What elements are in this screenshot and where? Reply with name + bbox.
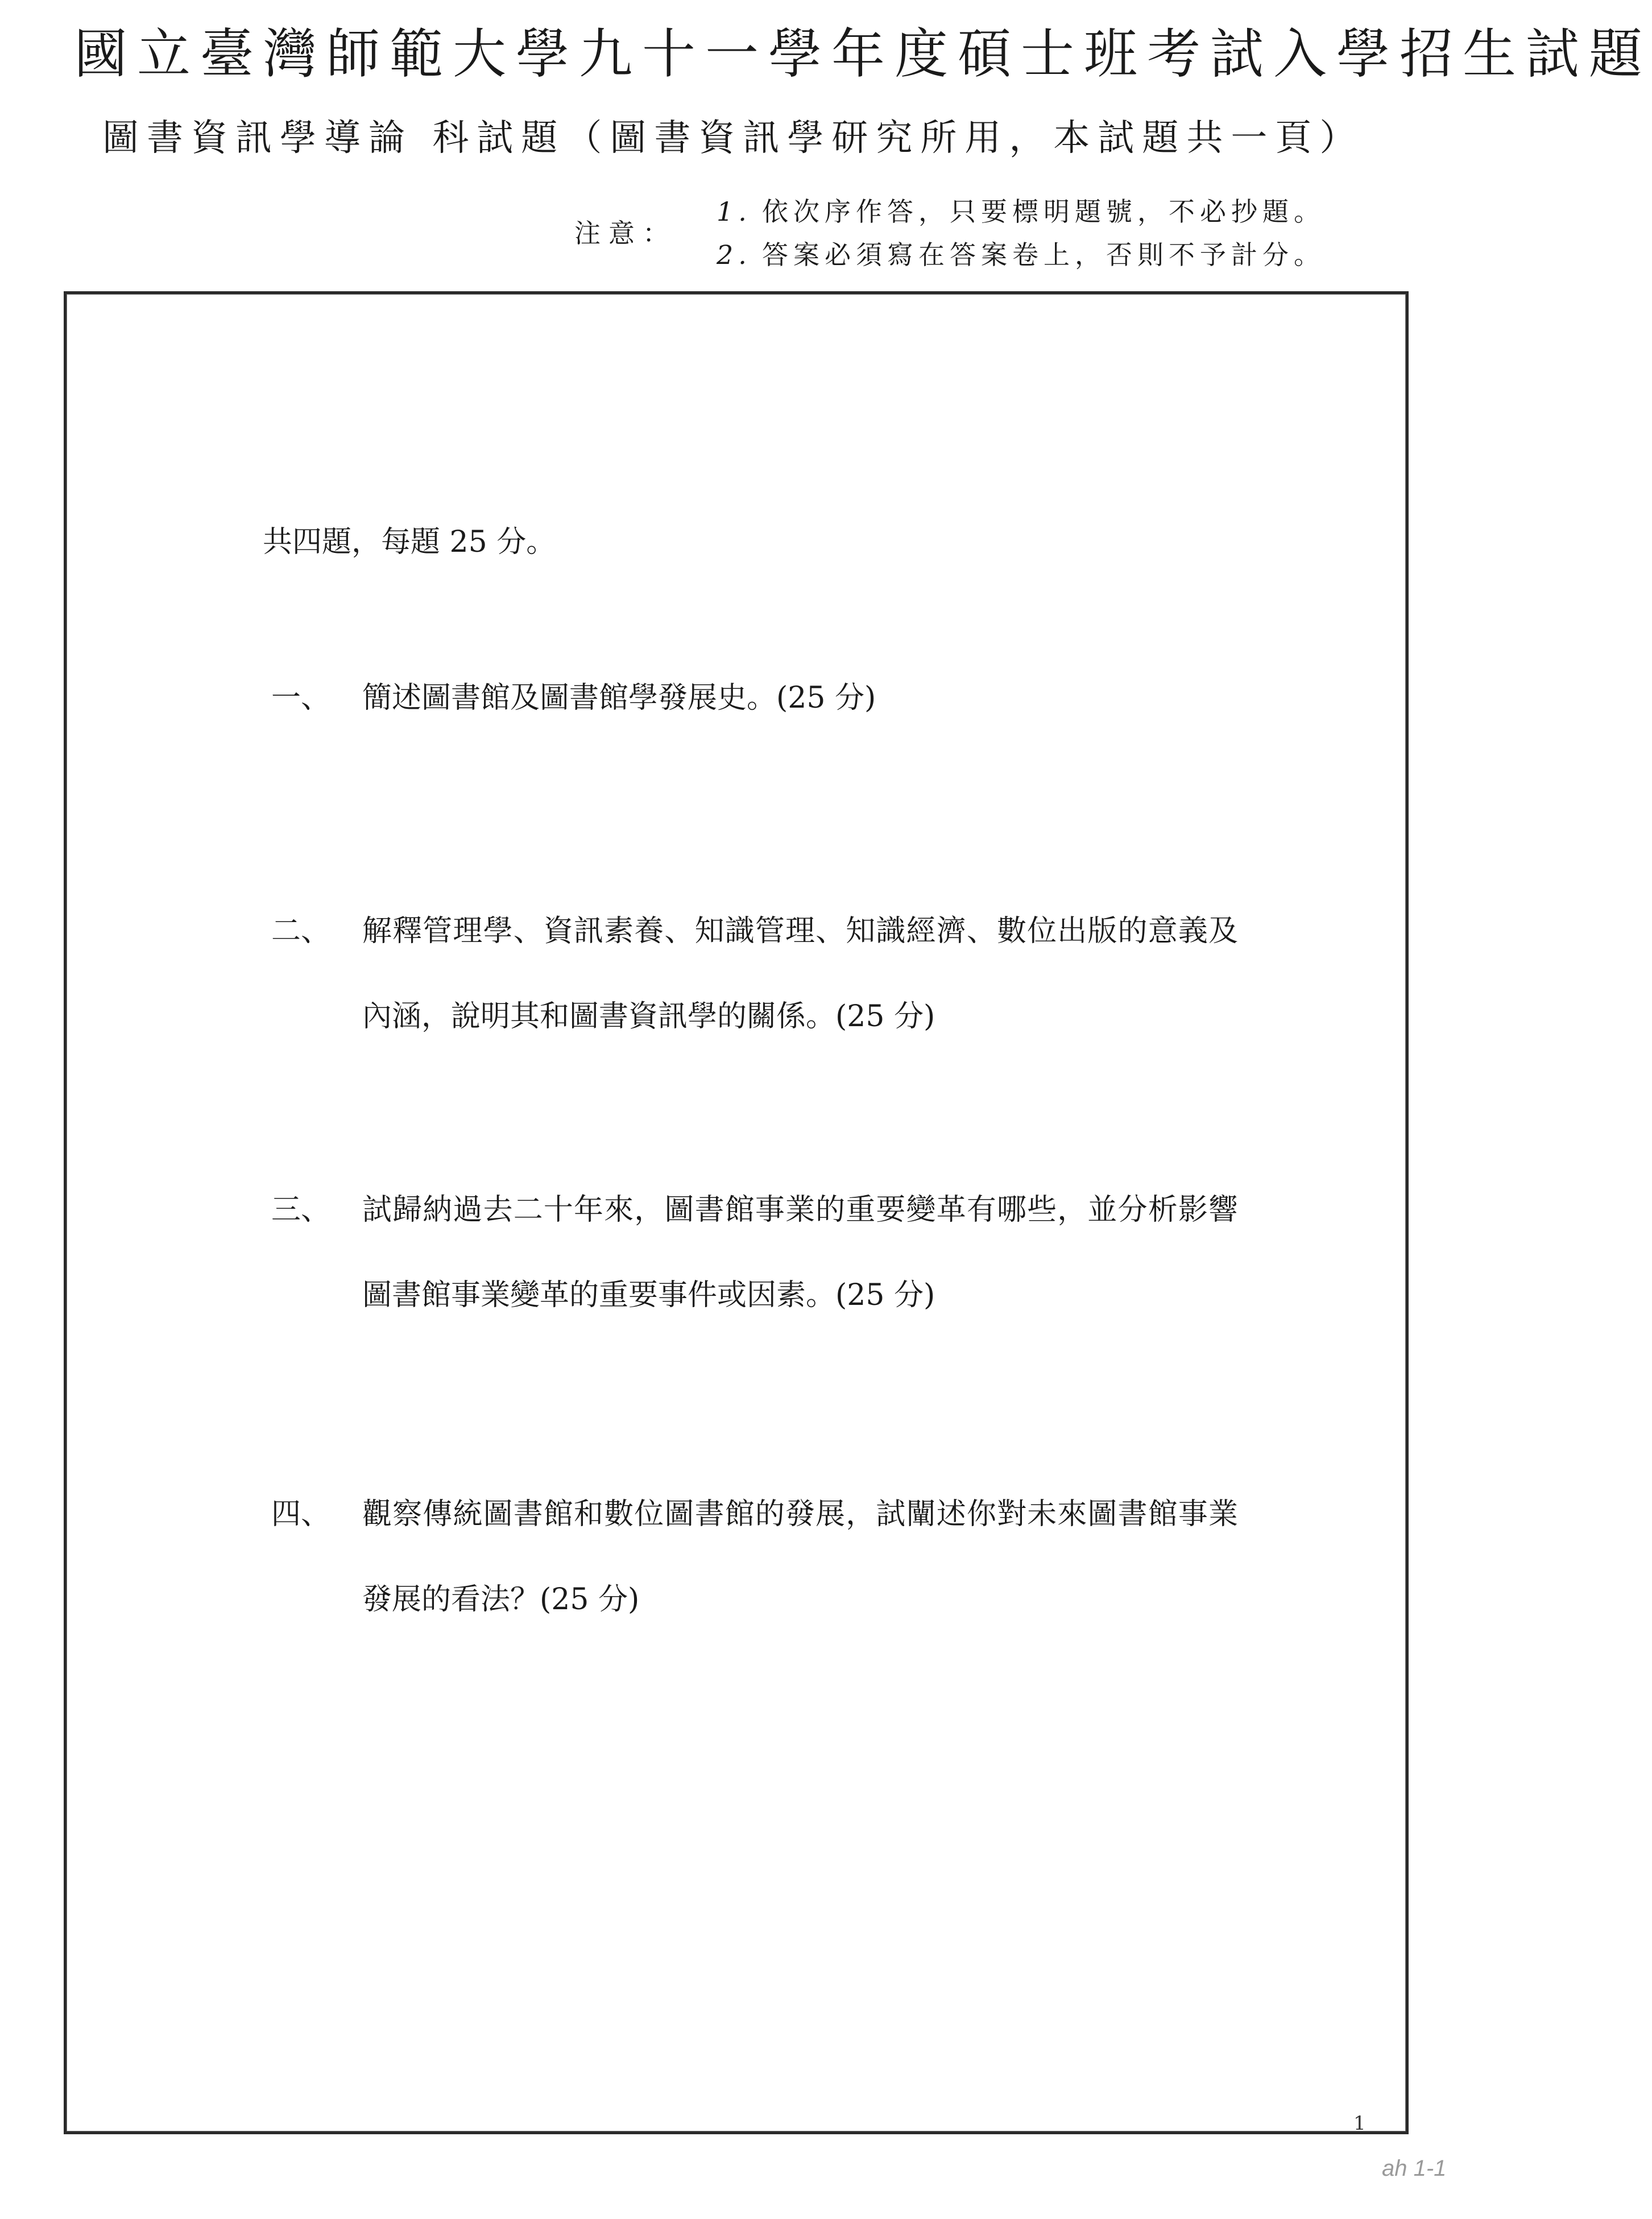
notice-item-text: 依次序作答，只要標明題號，不必抄題。: [762, 196, 1325, 227]
page-number: 1: [1353, 2112, 1366, 2135]
question-text: 試歸納過去二十年來，圖書館事業的重要變革有哪些，並分析影響圖書館事業變革的重要事件或因素。(25 分): [362, 1193, 1238, 1312]
exam-question-frame: [64, 291, 1409, 2134]
notice-list: [717, 196, 1325, 283]
notice-item-number: 2.: [717, 239, 752, 270]
notice-label: 注意：: [574, 218, 677, 249]
question-number: 一、: [271, 681, 331, 715]
exam-title: 國立臺灣師範大學九十一學年度碩士班考試入學招生試題: [74, 23, 1652, 85]
notice-item: [717, 196, 1325, 239]
question-text: 觀察傳統圖書館和數位圖書館的發展，試闡述你對未來圖書館事業發展的看法？(25 分): [362, 1497, 1238, 1617]
handwritten-code: ah 1-1: [1382, 2156, 1447, 2181]
question-text: 簡述圖書館及圖書館學發展史。(25 分): [362, 681, 876, 715]
notice-item-text: 答案必須寫在答案卷上，否則不予計分。: [762, 239, 1325, 270]
question-number: 二、: [271, 914, 331, 948]
question-text: 解釋管理學、資訊素養、知識管理、知識經濟、數位出版的意義及內涵，說明其和圖書資訊學的關係。(25 分): [362, 914, 1238, 1034]
exam-subtitle: 圖書資訊學導論 科試題（圖書資訊學研究所用，本試題共一頁）: [102, 117, 1364, 159]
notice-item-number: 1.: [717, 196, 752, 227]
exam-intro: 共四題，每題 25 分。: [263, 525, 556, 559]
notice-item: [717, 239, 1325, 283]
question-number: 四、: [271, 1497, 331, 1531]
question-number: 三、: [271, 1193, 331, 1227]
